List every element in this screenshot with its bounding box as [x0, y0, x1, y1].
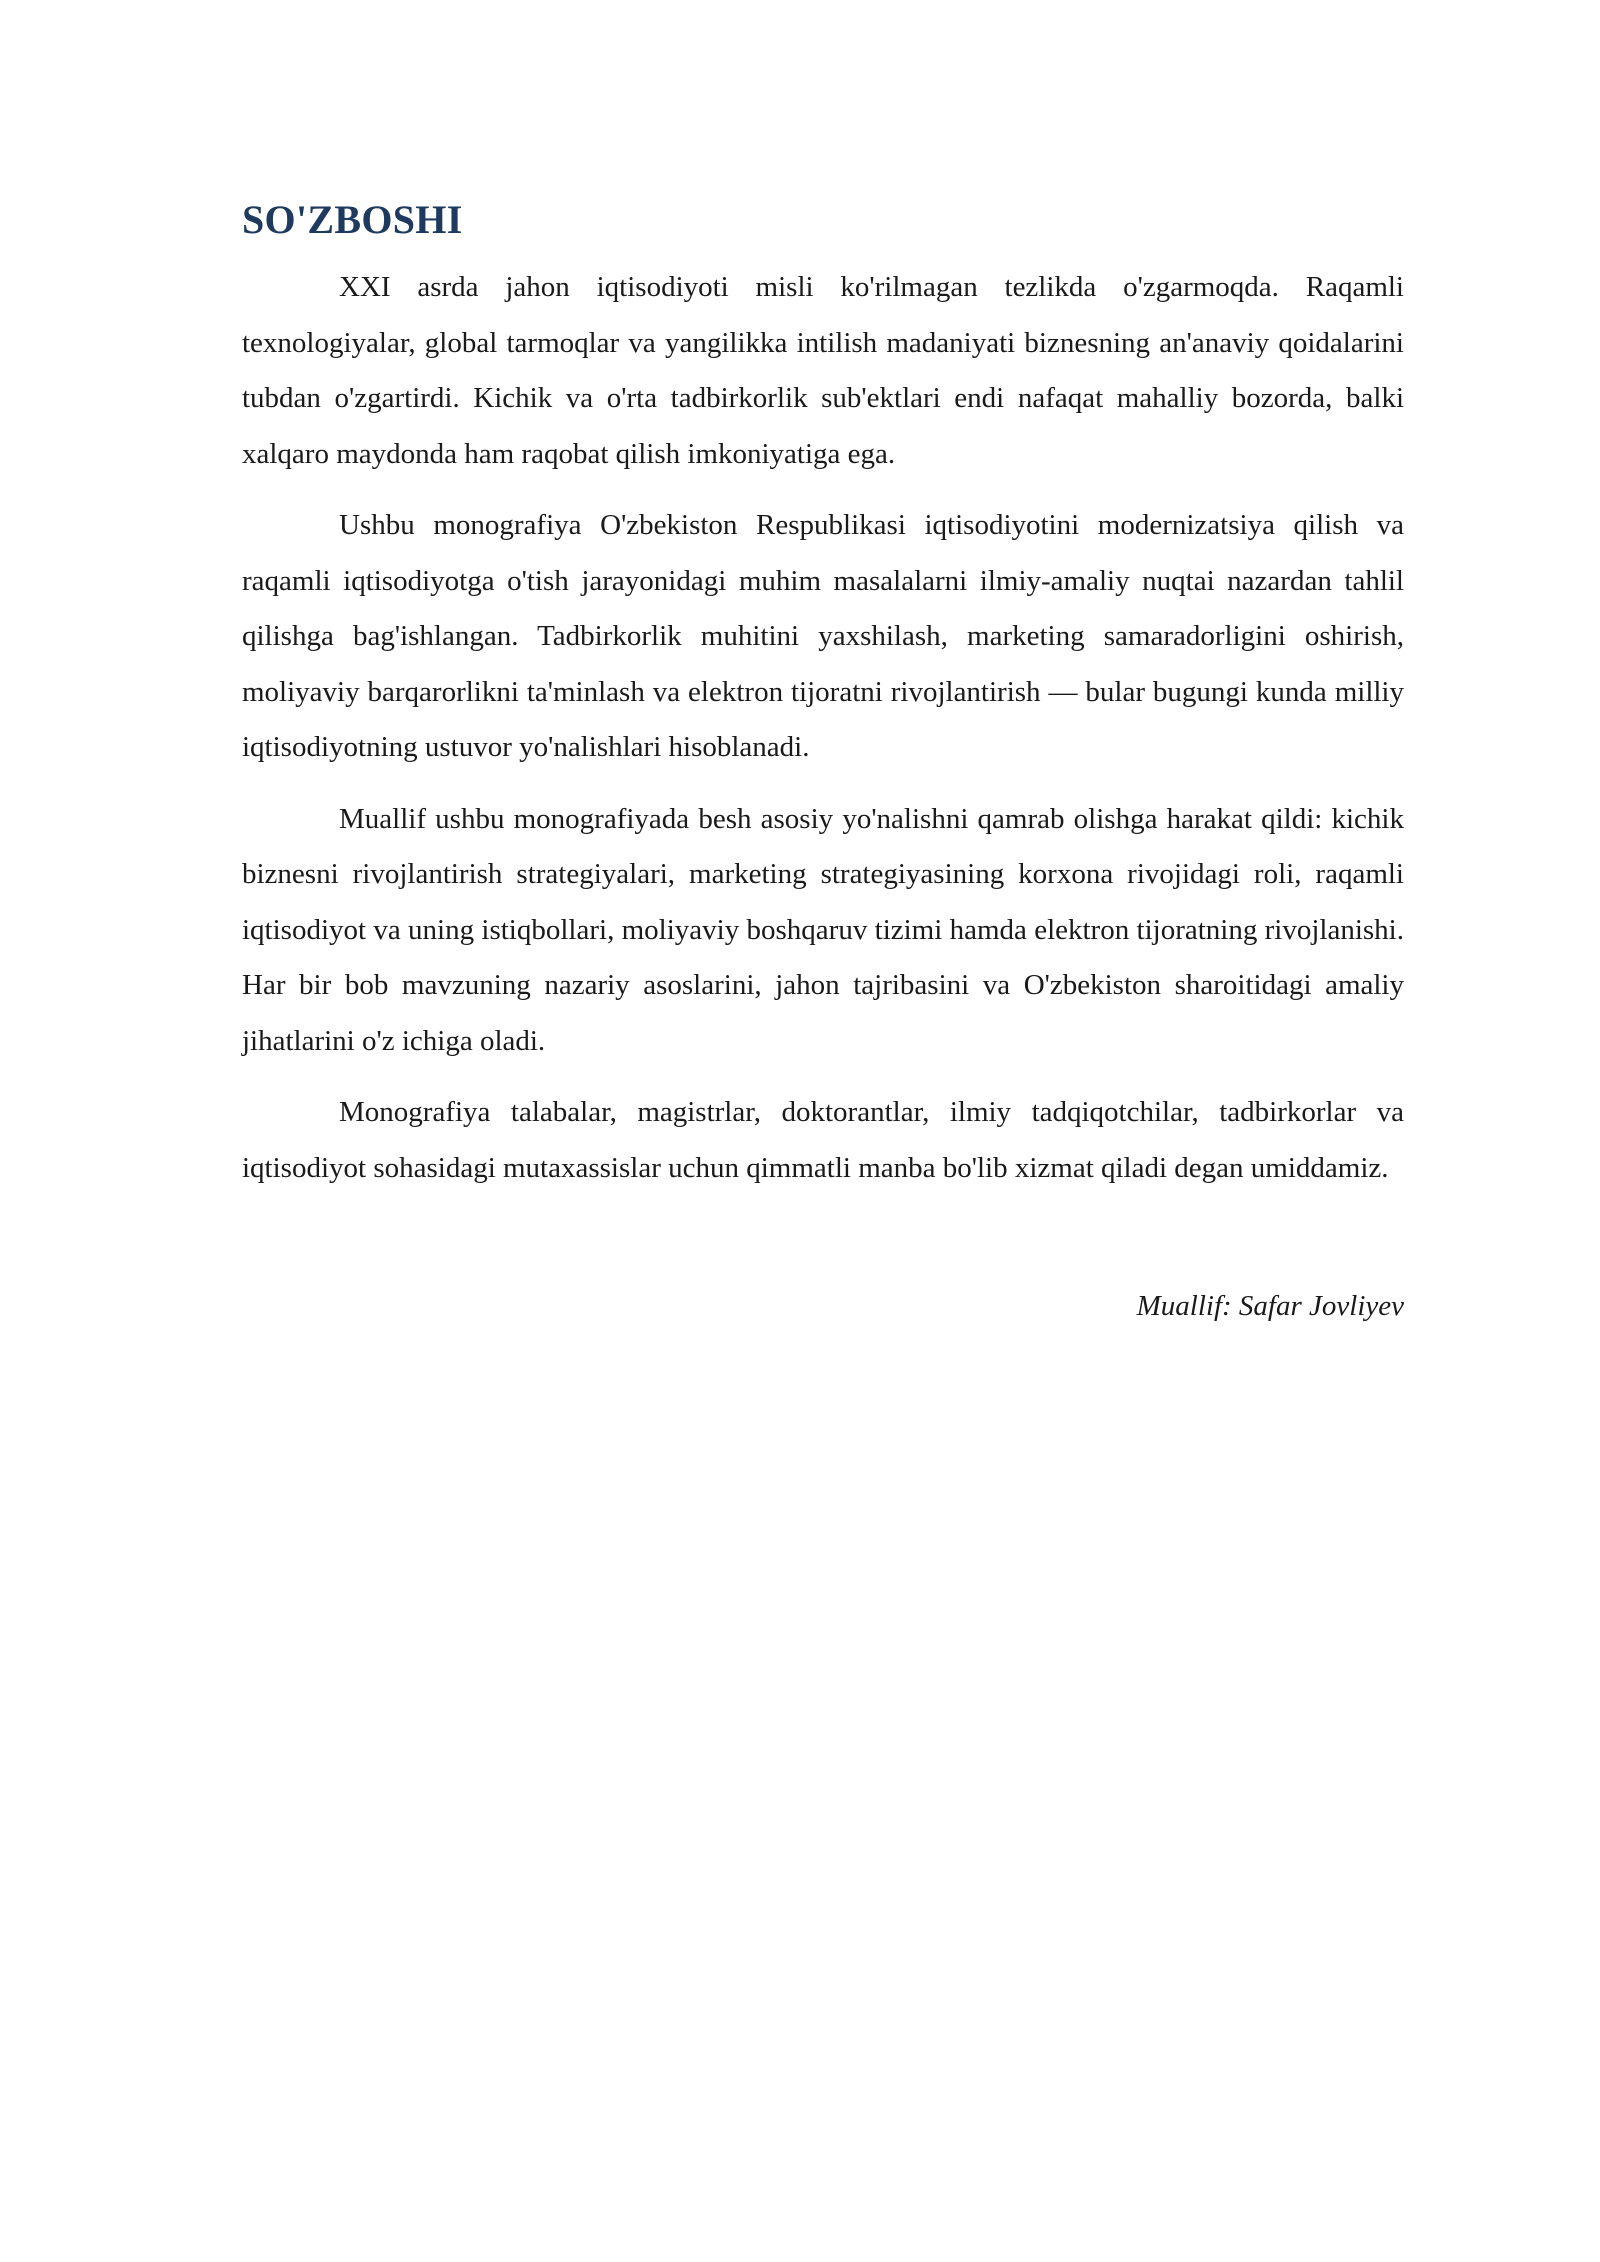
- page-title: SO'ZBOSHI: [242, 197, 463, 242]
- paragraph-2: Ushbu monografiya O'zbekiston Respublikasi iqtisodiyotini modernizatsiya qilish va raqamli iqtisodiyotga o'tish jarayonidagi muhim masalalarni ilmiy-amaliy nuqtai nazardan tahlil qilishga bag'ishlangan. Tadbirkorlik muhitini yaxshilash, marketing samaradorligini oshirish, moliyaviy barqarorlikni ta'minlash va elektron tijoratni rivojlantirish — bular bugungi kunda milliy iqtisodiyotning ustuvor yo'nalishlari hisoblanadi.: [242, 509, 1404, 763]
- author-signature: Muallif: Safar Jovliyev: [1136, 1290, 1404, 1322]
- body-text: [242, 260, 1404, 1196]
- paragraph-1: XXI asrda jahon iqtisodiyoti misli ko'rilmagan tezlikda o'zgarmoqda. Raqamli texnologiyalar, global tarmoqlar va yangilikka intilish madaniyati biznesning an'anaviy qoidalarini tubdan o'zgartirdi. Kichik va o'rta tadbirkorlik sub'ektlari endi nafaqat mahalliy bozorda, balki xalqaro maydonda ham raqobat qilish imkoniyatiga ega.: [242, 271, 1404, 470]
- paragraph-3: Muallif ushbu monografiyada besh asosiy yo'nalishni qamrab olishga harakat qildi: kichik biznesni rivojlantirish strategiyalari, marketing strategiyasining korxona rivojidagi roli, raqamli iqtisodiyot va uning istiqbollari, moliyaviy boshqaruv tizimi hamda elektron tijoratning rivojlanishi. Har bir bob mavzuning nazariy asoslarini, jahon tajribasini va O'zbekiston sharoitidagi amaliy jihatlarini o'z ichiga oladi.: [242, 802, 1404, 1057]
- paragraph-4: Monografiya talabalar, magistrlar, doktorantlar, ilmiy tadqiqotchilar, tadbirkorlar va iqtisodiyot sohasidagi mutaxassislar uchun qimmatli manba bo'lib xizmat qiladi degan umiddamiz.: [242, 1096, 1404, 1184]
